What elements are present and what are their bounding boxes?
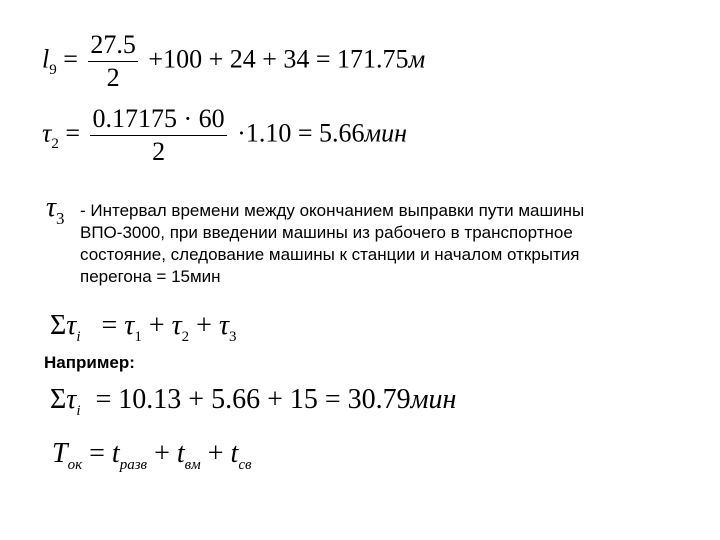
equation-tau2: [42, 106, 407, 165]
eq2-denominator: 2: [152, 137, 166, 166]
equation-t-ok: $T_{ок} = t_{разв} + t_{вм} + t_{св}$: [52, 438, 252, 473]
eq2-lhs-sub: 2: [51, 136, 59, 153]
equation-sum-example: $\Sigma\tau_i = 10.13 + 5.66 + 15 = 30.79мин$: [50, 384, 457, 419]
tau3-line-2: ВПО-3000, при введении машины из рабочего в транспортное: [80, 223, 573, 242]
equation-l9: [42, 32, 425, 91]
example-label: Например:: [44, 353, 135, 372]
eq1-lhs-sub: 9: [49, 62, 57, 79]
tau3-line-1: - Интервал времени между окончанием выправки пути машины: [80, 201, 585, 220]
eq1-equals: =: [63, 44, 78, 74]
eq1-denominator: 2: [106, 63, 120, 92]
eq2-rest: ·1.10 = 5.66: [237, 118, 365, 148]
eq1-numerator: 27.5: [88, 32, 138, 62]
eq2-fraction: [90, 106, 226, 165]
eq1-fraction: [88, 32, 138, 91]
equation-sum-tau: $\Sigma\tau_i = \tau_1 + \tau_2 + \tau_3$: [50, 310, 237, 345]
eq2-equals: =: [65, 118, 80, 148]
eq2-numerator: 0.17175 · 60: [90, 106, 226, 136]
eq1-unit: м: [408, 44, 426, 74]
eq2-lhs: τ: [42, 118, 52, 148]
tau3-description: [80, 200, 584, 288]
tau3-line-4: перегона = 15мин: [80, 267, 221, 286]
tau3-line-3: состояние, следование машины к станции и началом открытия: [80, 245, 580, 264]
eq1-rest: +100 + 24 + 34 = 171.75: [148, 44, 409, 74]
tau3-symbol: $\tau_3$: [46, 192, 65, 228]
eq1-lhs: l: [42, 44, 50, 74]
eq2-unit: мин: [364, 118, 407, 148]
